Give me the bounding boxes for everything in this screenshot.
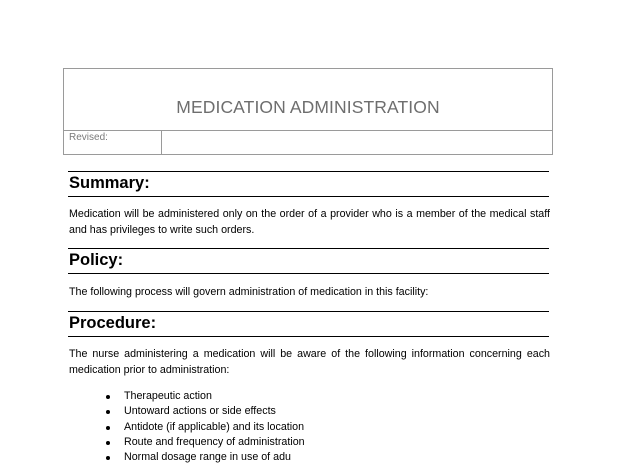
bullet-icon <box>106 395 110 399</box>
list-item: Normal dosage range in use of adu <box>106 450 305 465</box>
revised-cell <box>64 131 162 155</box>
document-header-box <box>63 68 553 155</box>
revised-value <box>162 131 552 155</box>
revised-label: Revised: <box>69 132 108 143</box>
bullet-icon <box>106 456 110 460</box>
summary-text: Medication will be administered only on the order of a provider who is a member of the medical staff and has privileges to write such orders. <box>69 208 550 236</box>
procedure-bottom-rule <box>68 336 549 337</box>
bullet-icon <box>106 426 110 430</box>
list-item: Therapeutic action <box>106 389 305 404</box>
summary-bottom-rule <box>68 196 549 197</box>
procedure-bullet-list <box>106 389 305 465</box>
policy-top-rule <box>68 248 549 249</box>
policy-heading: Policy: <box>69 251 124 269</box>
policy-text: The following process will govern administration of medication in this facility: <box>69 286 429 298</box>
header-title-row <box>64 69 552 131</box>
document-title: MEDICATION ADMINISTRATION <box>176 97 440 117</box>
bullet-icon <box>106 441 110 445</box>
procedure-text: The nurse administering a medication will be aware of the following information concerning each medication prior to administration: <box>69 348 550 376</box>
procedure-top-rule <box>68 311 549 312</box>
list-item: Untoward actions or side effects <box>106 404 305 419</box>
summary-heading: Summary: <box>69 174 150 192</box>
bullet-icon <box>106 410 110 414</box>
list-item: Antidote (if applicable) and its location <box>106 420 305 435</box>
policy-bottom-rule <box>68 273 549 274</box>
procedure-heading: Procedure: <box>69 314 157 332</box>
list-item: Route and frequency of administration <box>106 435 305 450</box>
summary-top-rule <box>68 171 549 172</box>
